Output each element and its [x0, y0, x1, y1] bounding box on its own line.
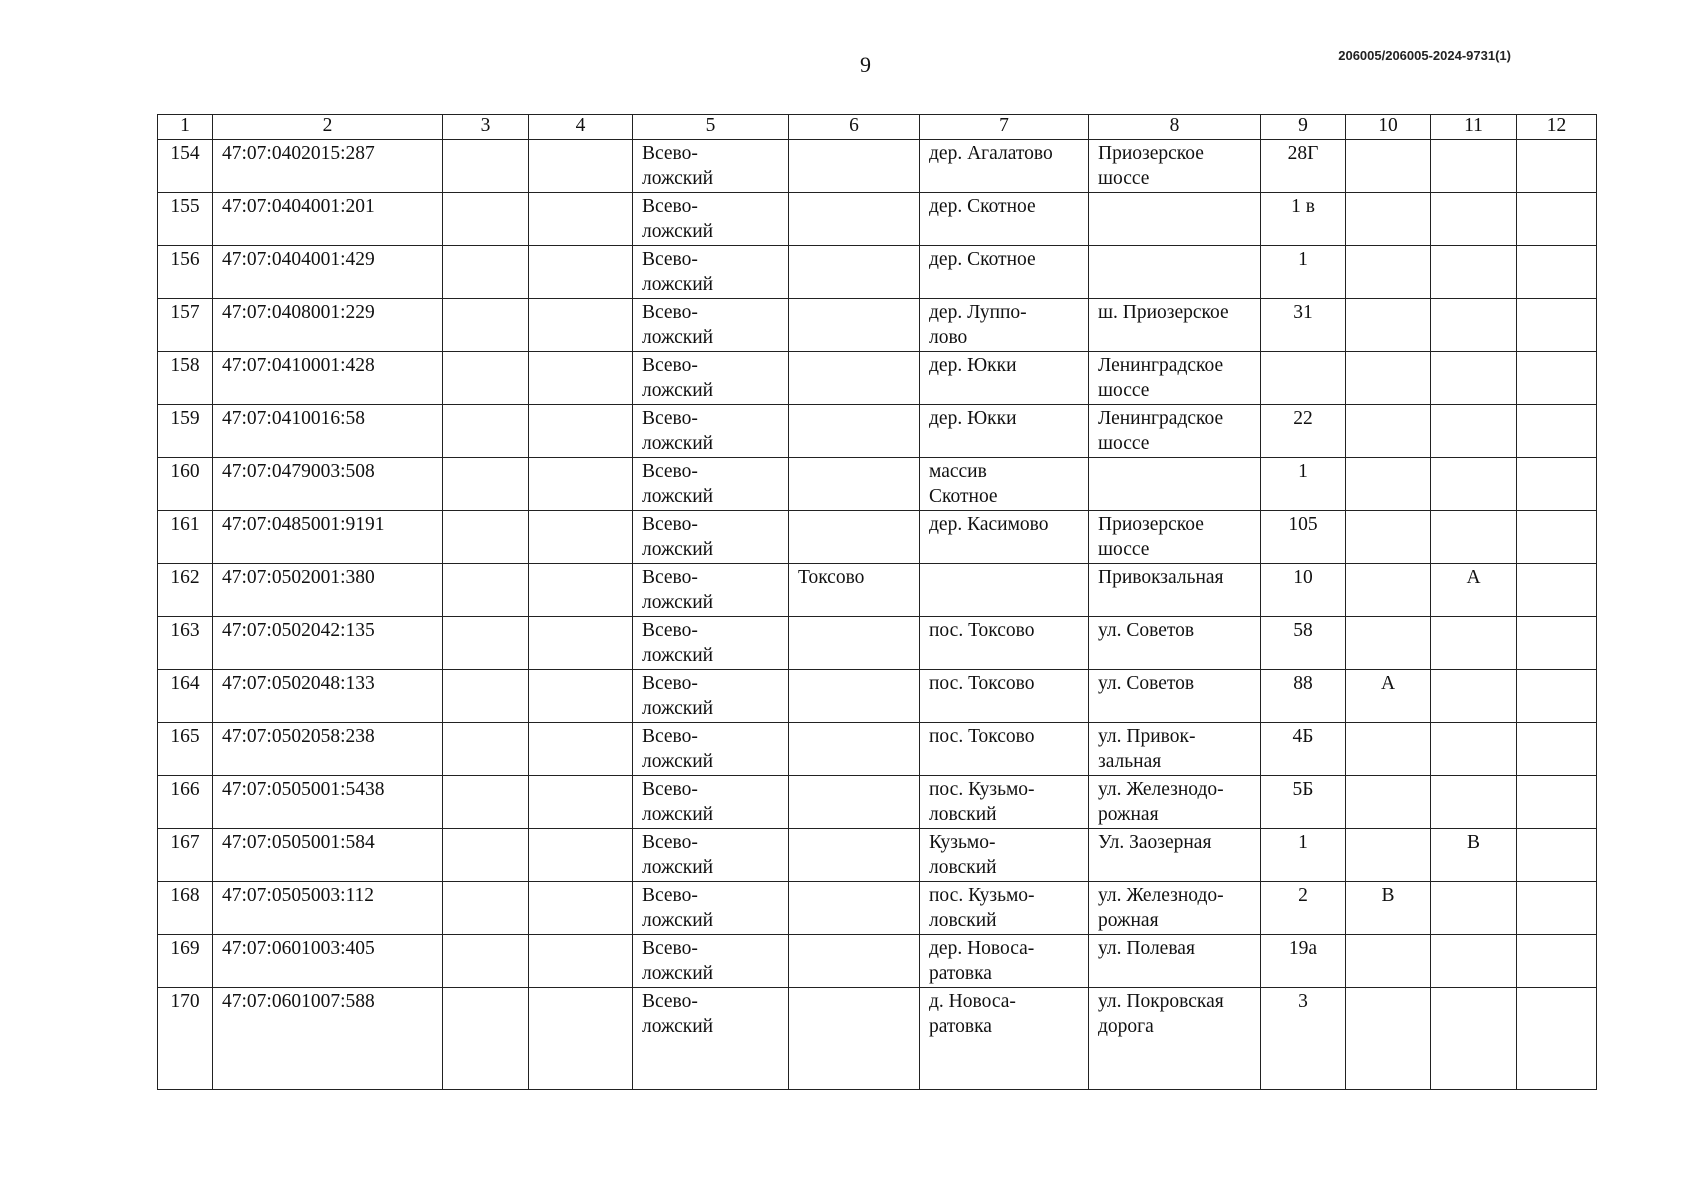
table-cell [1517, 935, 1597, 988]
table-cell [789, 935, 920, 988]
table-cell: пос. Токсово [920, 617, 1089, 670]
table-cell: дер. Скотное [920, 193, 1089, 246]
table-cell: Приозерское шоссе [1089, 140, 1261, 193]
table-cell: 3 [1261, 988, 1346, 1090]
table-cell: 164 [158, 670, 213, 723]
table-cell [529, 617, 633, 670]
table-cell [443, 670, 529, 723]
table-cell: Ленинградское шоссе [1089, 352, 1261, 405]
table-cell: 156 [158, 246, 213, 299]
table-cell: дер. Новоса- ратовка [920, 935, 1089, 988]
table-cell [1346, 723, 1431, 776]
table-cell: 47:07:0601007:588 [213, 988, 443, 1090]
table-cell: 10 [1261, 564, 1346, 617]
table-cell: Всево- ложский [633, 829, 789, 882]
table-cell [1517, 352, 1597, 405]
table-cell: 168 [158, 882, 213, 935]
table-cell: 47:07:0502058:238 [213, 723, 443, 776]
table-row [158, 352, 1597, 405]
table-cell [443, 140, 529, 193]
table-cell: 169 [158, 935, 213, 988]
column-header: 8 [1089, 115, 1261, 140]
table-cell: Всево- ложский [633, 352, 789, 405]
column-header: 11 [1431, 115, 1517, 140]
table-cell: 47:07:0410001:428 [213, 352, 443, 405]
table-cell: дер. Касимово [920, 511, 1089, 564]
table-cell: 47:07:0505001:584 [213, 829, 443, 882]
table-cell: пос. Токсово [920, 723, 1089, 776]
table-cell [443, 511, 529, 564]
table-cell: 47:07:0502001:380 [213, 564, 443, 617]
table-cell [1431, 670, 1517, 723]
document-id: 206005/206005-2024-9731(1) [1338, 48, 1511, 63]
table-row [158, 564, 1597, 617]
table-cell: Всево- ложский [633, 246, 789, 299]
table-cell [529, 405, 633, 458]
table-cell [1346, 776, 1431, 829]
table-cell [1517, 140, 1597, 193]
table-cell [529, 776, 633, 829]
table-row [158, 405, 1597, 458]
table-cell [443, 352, 529, 405]
table-header-row [158, 115, 1597, 140]
table-cell: ул. Железнодо- рожная [1089, 776, 1261, 829]
table-cell [789, 246, 920, 299]
table-cell [443, 564, 529, 617]
table-cell: 1 [1261, 458, 1346, 511]
table-cell: Приозерское шоссе [1089, 511, 1261, 564]
table-cell: пос. Кузьмо- ловский [920, 882, 1089, 935]
table-cell: ул. Советов [1089, 617, 1261, 670]
table-cell: 47:07:0485001:9191 [213, 511, 443, 564]
table-cell [529, 511, 633, 564]
table-cell [529, 193, 633, 246]
table-cell [1431, 193, 1517, 246]
table-cell [1517, 564, 1597, 617]
table-cell: 170 [158, 988, 213, 1090]
table-cell: 157 [158, 299, 213, 352]
table-cell: В [1346, 882, 1431, 935]
table-cell [529, 246, 633, 299]
table-cell: Ленинградское шоссе [1089, 405, 1261, 458]
table-cell [443, 458, 529, 511]
table-cell [443, 882, 529, 935]
table-cell: 47:07:0502042:135 [213, 617, 443, 670]
table-cell [1261, 352, 1346, 405]
table-cell [1517, 193, 1597, 246]
table-cell [443, 988, 529, 1090]
table-cell [1346, 405, 1431, 458]
table-cell [529, 988, 633, 1090]
table-cell [1431, 246, 1517, 299]
table-cell [1431, 935, 1517, 988]
table-row [158, 829, 1597, 882]
table-cell: 1 [1261, 829, 1346, 882]
column-header: 3 [443, 115, 529, 140]
table-cell: ул. Полевая [1089, 935, 1261, 988]
table-cell [1431, 405, 1517, 458]
table-cell: 5Б [1261, 776, 1346, 829]
table-row [158, 935, 1597, 988]
table-cell: 162 [158, 564, 213, 617]
table-cell [789, 988, 920, 1090]
table-cell [1346, 246, 1431, 299]
table-cell: 19а [1261, 935, 1346, 988]
table-cell: д. Новоса- ратовка [920, 988, 1089, 1090]
table-cell: 4Б [1261, 723, 1346, 776]
table-row [158, 193, 1597, 246]
table-cell: 22 [1261, 405, 1346, 458]
table-cell: Всево- ложский [633, 511, 789, 564]
table-cell [1089, 458, 1261, 511]
table-cell [789, 882, 920, 935]
table-cell [1517, 882, 1597, 935]
table-cell [789, 299, 920, 352]
table-cell [1346, 511, 1431, 564]
table-cell: Всево- ложский [633, 458, 789, 511]
table-cell [1517, 670, 1597, 723]
table-cell [529, 352, 633, 405]
table-cell: Всево- ложский [633, 405, 789, 458]
table-cell [789, 511, 920, 564]
table-cell: 47:07:0601003:405 [213, 935, 443, 988]
table-row [158, 988, 1597, 1090]
table-cell [789, 670, 920, 723]
table-cell [1089, 193, 1261, 246]
table-cell: 47:07:0479003:508 [213, 458, 443, 511]
table-cell [1346, 458, 1431, 511]
table-row [158, 299, 1597, 352]
table-cell: 47:07:0410016:58 [213, 405, 443, 458]
table-cell [443, 193, 529, 246]
table-cell [789, 458, 920, 511]
column-header: 12 [1517, 115, 1597, 140]
table-cell: 31 [1261, 299, 1346, 352]
table-cell: 58 [1261, 617, 1346, 670]
table-cell: А [1431, 564, 1517, 617]
table-cell [443, 299, 529, 352]
table-cell [529, 299, 633, 352]
table-cell [1431, 617, 1517, 670]
table-cell [1517, 617, 1597, 670]
column-header: 2 [213, 115, 443, 140]
table-cell: Кузьмо- ловский [920, 829, 1089, 882]
table-cell [529, 723, 633, 776]
table-cell: Всево- ложский [633, 882, 789, 935]
table-cell [789, 352, 920, 405]
table-cell: 2 [1261, 882, 1346, 935]
table-cell [1431, 776, 1517, 829]
table-row [158, 723, 1597, 776]
table-cell: 165 [158, 723, 213, 776]
table-cell: 154 [158, 140, 213, 193]
table-row [158, 670, 1597, 723]
registry-table [157, 114, 1597, 1090]
table-cell: 105 [1261, 511, 1346, 564]
table-cell: дер. Юкки [920, 352, 1089, 405]
table-cell [1517, 511, 1597, 564]
table-cell: 166 [158, 776, 213, 829]
table-cell [1431, 723, 1517, 776]
table-cell [529, 882, 633, 935]
table-row [158, 458, 1597, 511]
column-header: 9 [1261, 115, 1346, 140]
table-cell [1346, 829, 1431, 882]
table-cell: А [1346, 670, 1431, 723]
column-header: 6 [789, 115, 920, 140]
table-cell [1431, 299, 1517, 352]
table-cell: 47:07:0404001:429 [213, 246, 443, 299]
table-cell [1431, 140, 1517, 193]
table-cell: 88 [1261, 670, 1346, 723]
table-cell: 1 [1261, 246, 1346, 299]
table-cell: Всево- ложский [633, 193, 789, 246]
table-cell [1517, 405, 1597, 458]
table-cell [443, 776, 529, 829]
table-cell [1431, 882, 1517, 935]
table-cell: 159 [158, 405, 213, 458]
table-row [158, 882, 1597, 935]
table-cell: 47:07:0505001:5438 [213, 776, 443, 829]
table-cell: 47:07:0502048:133 [213, 670, 443, 723]
table-cell: Всево- ложский [633, 140, 789, 193]
table-cell: массив Скотное [920, 458, 1089, 511]
table-cell [920, 564, 1089, 617]
table-cell [789, 193, 920, 246]
table-cell: Всево- ложский [633, 299, 789, 352]
table-cell: Всево- ложский [633, 776, 789, 829]
table-cell: Всево- ложский [633, 723, 789, 776]
table-row [158, 140, 1597, 193]
table-cell: 47:07:0402015:287 [213, 140, 443, 193]
table-cell [529, 564, 633, 617]
table-cell [443, 246, 529, 299]
table-cell: ш. Приозерское [1089, 299, 1261, 352]
table-cell: 47:07:0505003:112 [213, 882, 443, 935]
table-cell: ул. Привок- зальная [1089, 723, 1261, 776]
table-cell [1431, 511, 1517, 564]
table-cell: 155 [158, 193, 213, 246]
table-cell: 28Г [1261, 140, 1346, 193]
table-cell [1517, 988, 1597, 1090]
table-cell [1346, 193, 1431, 246]
table-cell: 167 [158, 829, 213, 882]
table-cell: пос. Токсово [920, 670, 1089, 723]
table-cell: 47:07:0404001:201 [213, 193, 443, 246]
table-cell [789, 405, 920, 458]
table-cell [1346, 564, 1431, 617]
table-row [158, 617, 1597, 670]
table-cell [443, 405, 529, 458]
table-cell [1346, 988, 1431, 1090]
column-header: 4 [529, 115, 633, 140]
table-cell [443, 723, 529, 776]
table-cell: ул. Покровская дорога [1089, 988, 1261, 1090]
table-cell: 163 [158, 617, 213, 670]
table-cell: 161 [158, 511, 213, 564]
table-cell: ул. Железнодо- рожная [1089, 882, 1261, 935]
table-cell: Всево- ложский [633, 564, 789, 617]
table-cell [529, 458, 633, 511]
table-cell [1517, 299, 1597, 352]
table-cell: Всево- ложский [633, 670, 789, 723]
column-header: 7 [920, 115, 1089, 140]
table-cell [1431, 458, 1517, 511]
table-cell [1346, 299, 1431, 352]
table-cell [1346, 935, 1431, 988]
table-cell [443, 617, 529, 670]
table-cell: дер. Луппо- лово [920, 299, 1089, 352]
table-cell [529, 670, 633, 723]
column-header: 5 [633, 115, 789, 140]
table-cell: 158 [158, 352, 213, 405]
table-cell [1517, 776, 1597, 829]
table-cell [1517, 829, 1597, 882]
column-header: 10 [1346, 115, 1431, 140]
table-cell [529, 935, 633, 988]
table-cell [789, 723, 920, 776]
table-cell: пос. Кузьмо- ловский [920, 776, 1089, 829]
table-cell [1431, 988, 1517, 1090]
table-cell [789, 829, 920, 882]
table-cell [529, 140, 633, 193]
table-cell [443, 829, 529, 882]
table-cell: дер. Скотное [920, 246, 1089, 299]
column-header: 1 [158, 115, 213, 140]
table-cell: ул. Советов [1089, 670, 1261, 723]
table-cell [789, 140, 920, 193]
table-row [158, 246, 1597, 299]
table-cell [1517, 458, 1597, 511]
table-cell [529, 829, 633, 882]
table-cell: В [1431, 829, 1517, 882]
table-cell: Всево- ложский [633, 617, 789, 670]
table-cell [1431, 352, 1517, 405]
table-cell [1089, 246, 1261, 299]
table-row [158, 776, 1597, 829]
table-cell [1517, 246, 1597, 299]
table-cell [1346, 617, 1431, 670]
table-cell [443, 935, 529, 988]
table-cell: 160 [158, 458, 213, 511]
table-cell [1346, 140, 1431, 193]
table-row [158, 511, 1597, 564]
table-cell [789, 617, 920, 670]
table-cell: Привокзальная [1089, 564, 1261, 617]
table-cell: Всево- ложский [633, 988, 789, 1090]
table-cell: 1 в [1261, 193, 1346, 246]
page-number: 9 [860, 52, 871, 77]
table-cell: Токсово [789, 564, 920, 617]
table-cell [1346, 352, 1431, 405]
table-cell: дер. Агалатово [920, 140, 1089, 193]
table-cell [789, 776, 920, 829]
table-cell: Всево- ложский [633, 935, 789, 988]
table-cell: 47:07:0408001:229 [213, 299, 443, 352]
table-cell: Ул. Заозерная [1089, 829, 1261, 882]
table-cell [1517, 723, 1597, 776]
table-cell: дер. Юкки [920, 405, 1089, 458]
